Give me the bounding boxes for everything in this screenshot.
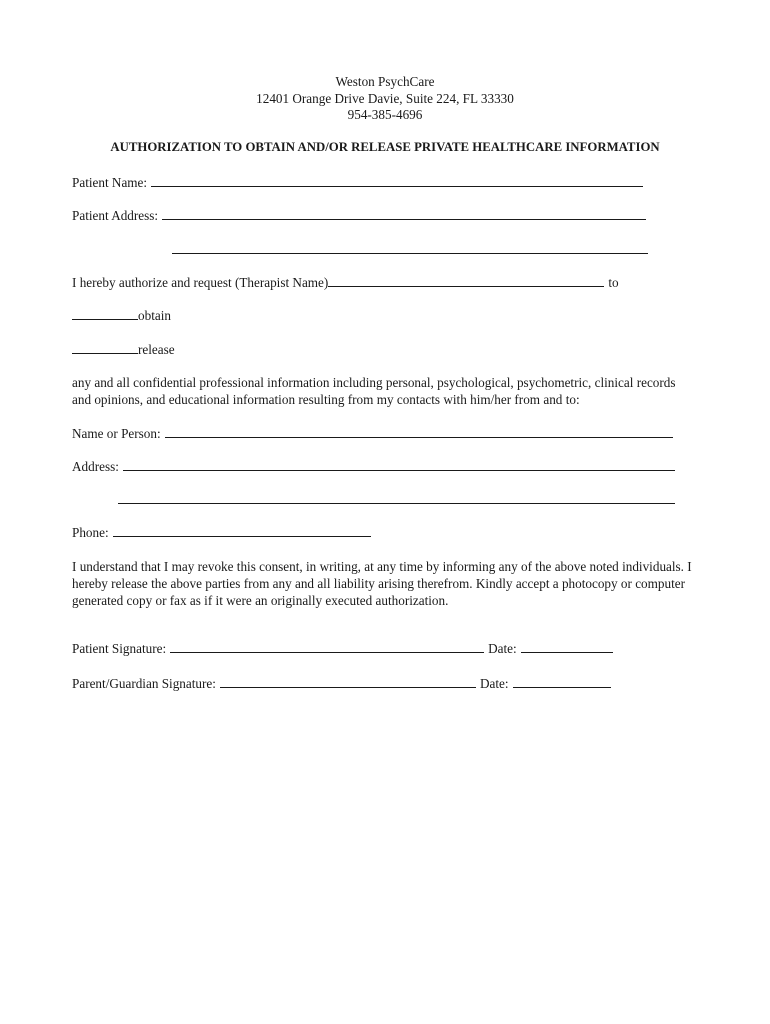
recipient-name-field[interactable]: [165, 427, 673, 438]
obtain-label: obtain: [138, 308, 171, 323]
patient-date-field[interactable]: [521, 642, 613, 653]
patient-address-row: [72, 207, 646, 224]
recipient-address-label: Address:: [72, 459, 119, 474]
revocation-paragraph: I understand that I may revoke this consent, in writing, at any time by informing any of the above noted individuals. I hereby release the above parties from any and all liability arising therefrom. Kindly accept a photocopy or computer generated copy or fax as if it were an originally executed authorization.: [72, 559, 692, 608]
recipient-address-field-2[interactable]: [118, 493, 675, 504]
release-row: [72, 341, 175, 358]
form-title: AUTHORIZATION TO OBTAIN AND/OR RELEASE PRIVATE HEALTHCARE INFORMATION: [110, 140, 660, 154]
patient-signature-label: Patient Signature:: [72, 641, 167, 656]
patient-address-line-2-row: [172, 241, 648, 258]
guardian-signature-label: Parent/Guardian Signature:: [72, 676, 216, 691]
obtain-row: [72, 307, 171, 324]
obtain-checkline[interactable]: [72, 309, 138, 320]
patient-address-field-2[interactable]: [172, 243, 648, 254]
authorize-row: [72, 274, 619, 291]
release-checkline[interactable]: [72, 343, 138, 354]
patient-name-field[interactable]: [151, 176, 643, 187]
to-text: to: [608, 275, 619, 290]
recipient-phone-label: Phone:: [72, 525, 109, 540]
recipient-address-row: [72, 458, 675, 475]
guardian-date-label: Date:: [479, 676, 509, 691]
consent-scope-paragraph: any and all confidential professional information including personal, psychological, psychometric, clinical records and opinions, and educational information resulting from my contacts with him/her from and to:: [72, 375, 676, 407]
org-address: 12401 Orange Drive Davie, Suite 224, FL 33330: [256, 90, 514, 106]
guardian-signature-field[interactable]: [220, 677, 476, 688]
recipient-phone-row: [72, 524, 371, 541]
authorize-text: I hereby authorize and request (Therapist Name): [72, 275, 329, 290]
patient-signature-field[interactable]: [170, 642, 484, 653]
guardian-date-field[interactable]: [513, 677, 611, 688]
patient-address-field[interactable]: [162, 209, 646, 220]
patient-date-label: Date:: [488, 641, 517, 656]
therapist-name-field[interactable]: [328, 276, 604, 287]
guardian-signature-row: [72, 675, 611, 692]
recipient-address-field[interactable]: [123, 460, 675, 471]
patient-name-row: [72, 174, 643, 191]
letterhead: [0, 74, 770, 124]
recipient-name-row: [72, 425, 673, 442]
recipient-phone-field[interactable]: [113, 526, 371, 537]
org-phone: 954-385-4696: [347, 107, 423, 122]
patient-address-label: Patient Address:: [72, 208, 159, 223]
release-label: release: [138, 342, 175, 357]
recipient-address-line-2-row: [118, 491, 675, 508]
patient-name-label: Patient Name:: [72, 175, 148, 190]
recipient-name-label: Name or Person:: [72, 426, 161, 441]
patient-signature-row: [72, 640, 613, 657]
org-name: Weston PsychCare: [335, 74, 435, 89]
